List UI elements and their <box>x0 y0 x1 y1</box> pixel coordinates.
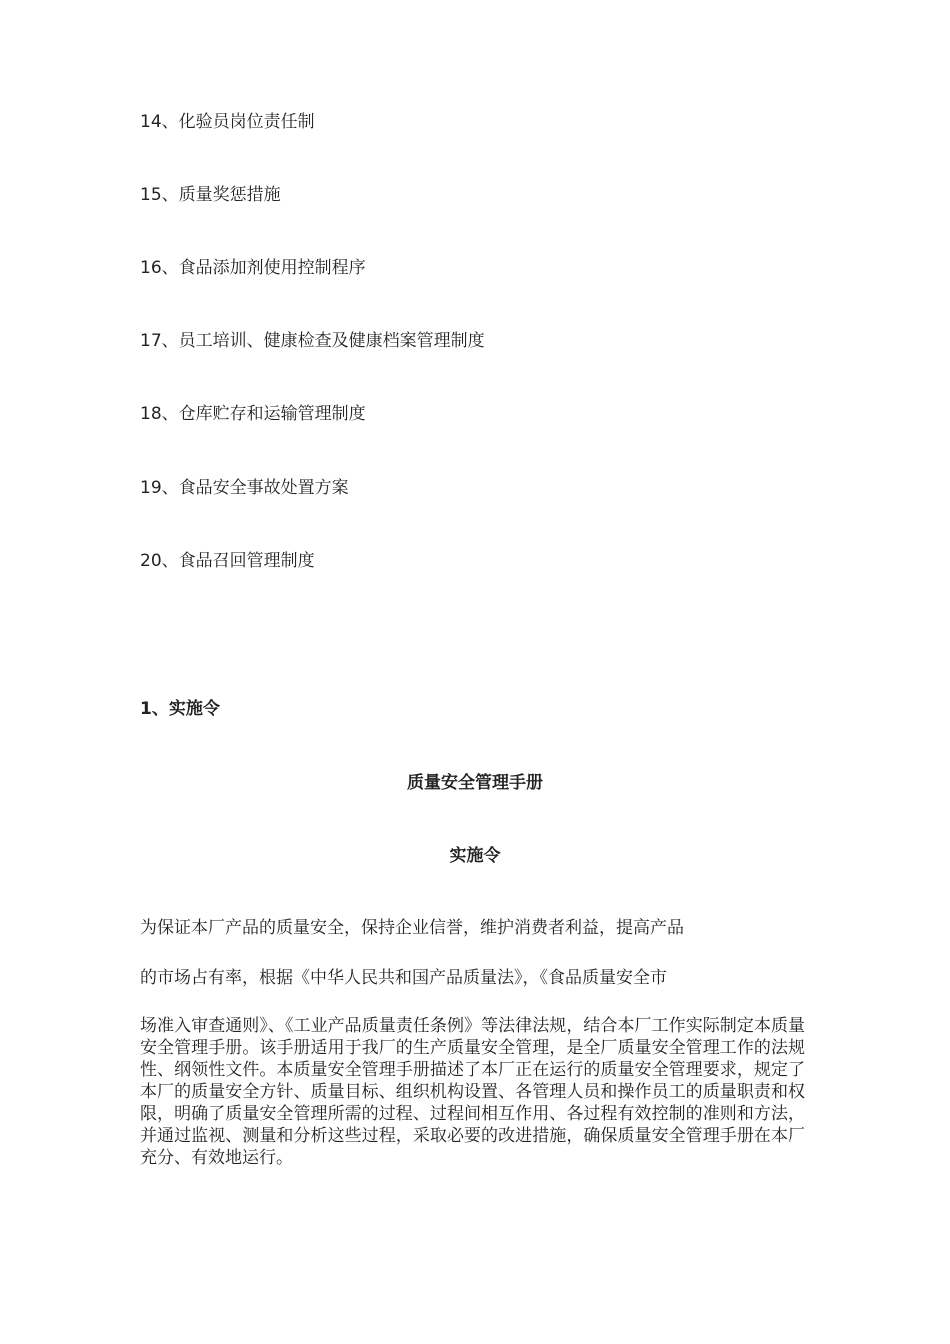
paragraph-body: 场准入审查通则》、《工业产品质量责任条例》等法律法规，结合本厂工作实际制定本质量安全管理手册。该手册适用于我厂的生产质量安全管理，是全厂质量安全管理工作的法规性、纲领性文件。本质量安全管理手册描述了本厂正在运行的质量安全管理要求，规定了本厂的质量安全方针、质量目标、组织机构设置、各管理人员和操作员工的质量职责和权限，明确了质量安全管理所需的过程、过程间相互作用、各过程有效控制的准则和方法，并通过监视、测量和分析这些过程，采取必要的改进措施，确保质量安全管理手册在本厂充分、有效地运行。 <box>140 1016 805 1168</box>
paragraph-line-2: 的市场占有率，根据《中华人民共和国产品质量法》，《食品质量安全市 <box>140 968 667 988</box>
toc-item-18: 18、仓库贮存和运输管理制度 <box>140 404 366 424</box>
toc-item-17: 17、员工培训、健康检查及健康档案管理制度 <box>140 331 485 351</box>
sub-title: 实施令 <box>449 846 501 866</box>
manual-title: 质量安全管理手册 <box>407 773 543 793</box>
toc-item-19: 19、食品安全事故处置方案 <box>140 478 349 498</box>
toc-item-15: 15、质量奖惩措施 <box>140 185 281 205</box>
section-heading: 1、实施令 <box>140 699 220 719</box>
toc-item-14: 14、化验员岗位责任制 <box>140 112 315 132</box>
toc-item-20: 20、食品召回管理制度 <box>140 551 315 571</box>
paragraph-line-1: 为保证本厂产品的质量安全，保持企业信誉，维护消费者利益，提高产品 <box>140 918 684 938</box>
toc-item-16: 16、食品添加剂使用控制程序 <box>140 258 366 278</box>
